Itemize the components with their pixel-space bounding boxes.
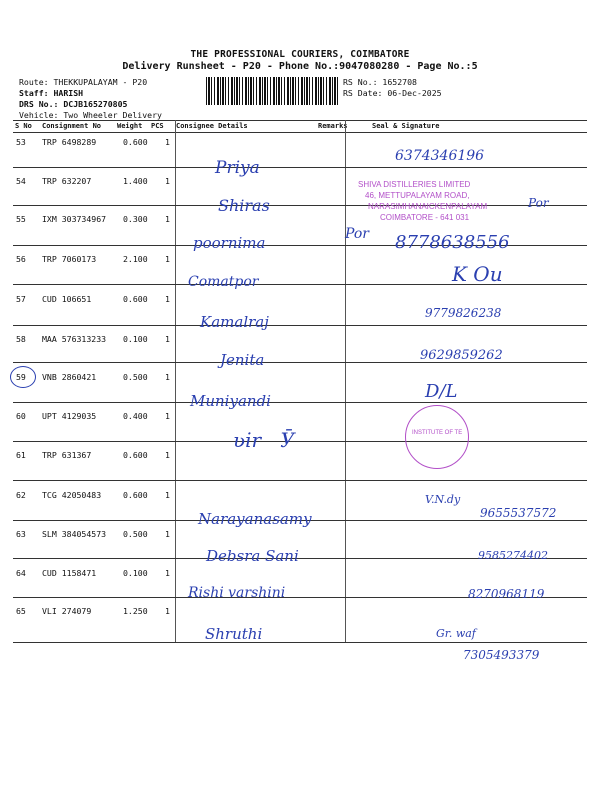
handwritten-name: Shruthi xyxy=(205,625,263,643)
signature-phone: 9655537572 xyxy=(480,506,557,520)
stamp-line: COIMBATORE - 641 031 xyxy=(380,213,470,222)
handwritten-name: poornima xyxy=(193,234,266,252)
row-rule xyxy=(13,402,587,403)
handwritten-name: Shiras xyxy=(218,196,270,215)
row-sno: 65 xyxy=(16,606,26,616)
vehicle-label: Vehicle: Two Wheeler Delivery xyxy=(19,110,162,120)
row-pcs: 1 xyxy=(165,254,170,264)
row-sno: 59 xyxy=(16,372,26,382)
institute-seal xyxy=(405,405,469,469)
row-sno: 54 xyxy=(16,176,26,186)
handwritten-name: Priya xyxy=(215,158,260,178)
handwritten-name: Rishi varshini xyxy=(188,585,286,601)
signature-phone: 8270968119 xyxy=(468,587,545,601)
row-consignment: TRP 632207 xyxy=(42,176,92,186)
row-consignment: TRP 631367 xyxy=(42,450,92,460)
row-rule xyxy=(13,441,587,442)
handwritten-name: Narayanasamy xyxy=(198,510,312,528)
row-consignment: TRP 6498289 xyxy=(42,137,97,147)
row-weight: 0.300 xyxy=(123,214,148,224)
row-weight: 0.100 xyxy=(123,568,148,578)
route-label: Route: THEKKUPALAYAM - P20 xyxy=(19,77,148,87)
company-name: THE PROFESSIONAL COURIERS, COIMBATORE xyxy=(190,49,410,60)
row-consignment: VNB 2860421 xyxy=(42,372,97,382)
row-weight: 0.500 xyxy=(123,372,148,382)
col-remarks: Remarks xyxy=(318,122,348,130)
rs-date: RS Date: 06-Dec-2025 xyxy=(343,88,442,98)
row-pcs: 1 xyxy=(165,137,170,147)
row-rule xyxy=(13,325,587,326)
handwritten-name: Muniyandi xyxy=(190,392,271,410)
stamp-line: 46, METTUPALAYAM ROAD, xyxy=(365,191,470,200)
col-weight: Weight xyxy=(117,122,143,130)
row-consignment: CUD 106651 xyxy=(42,294,92,304)
header-bottom-rule xyxy=(13,132,587,133)
handwritten-mark: ʋir Ӯ xyxy=(233,428,295,452)
signature-phone: 9629859262 xyxy=(420,348,503,363)
barcode-image xyxy=(206,77,338,105)
signature-mark: K Ou xyxy=(452,262,503,286)
handwritten-name: Jenita xyxy=(220,351,265,369)
stamp-line: NARASIMHANAICKENPALAYAM xyxy=(368,202,488,211)
row-sno: 57 xyxy=(16,294,26,304)
drs-number: DRS No.: DCJB165270805 xyxy=(19,99,128,109)
signature-mark: Por xyxy=(528,196,549,210)
row-pcs: 1 xyxy=(165,606,170,616)
row-weight: 1.400 xyxy=(123,176,148,186)
row-consignment: SLM 384054573 xyxy=(42,529,107,539)
row-rule xyxy=(13,480,587,481)
signature-phone: 7305493379 xyxy=(463,648,540,662)
signature-phone: 9585274402 xyxy=(478,549,548,562)
row-consignment: TCG 42050483 xyxy=(42,490,102,500)
row-pcs: 1 xyxy=(165,176,170,186)
signature-mark: D/L xyxy=(425,381,458,402)
row-consignment: MAA 576313233 xyxy=(42,334,107,344)
row-sno: 61 xyxy=(16,450,26,460)
row-weight: 0.600 xyxy=(123,137,148,147)
row-weight: 1.250 xyxy=(123,606,148,616)
col-seal: Seal & Signature xyxy=(372,122,440,130)
signature-mark: Por xyxy=(345,226,369,242)
row-pcs: 1 xyxy=(165,294,170,304)
column-divider xyxy=(175,120,176,642)
row-pcs: 1 xyxy=(165,372,170,382)
row-pcs: 1 xyxy=(165,411,170,421)
row-weight: 2.100 xyxy=(123,254,148,264)
row-consignment: VLI 274079 xyxy=(42,606,92,616)
row-weight: 0.400 xyxy=(123,411,148,421)
signature-mark: Gr. waf xyxy=(436,627,476,640)
row-consignment: IXM 303734967 xyxy=(42,214,107,224)
row-consignment: TRP 7060173 xyxy=(42,254,97,264)
handwritten-name: Kamalraj xyxy=(200,313,269,331)
row-sno: 63 xyxy=(16,529,26,539)
row-pcs: 1 xyxy=(165,490,170,500)
row-sno: 60 xyxy=(16,411,26,421)
row-weight: 0.100 xyxy=(123,334,148,344)
row-pcs: 1 xyxy=(165,214,170,224)
row-pcs: 1 xyxy=(165,529,170,539)
row-pcs: 1 xyxy=(165,450,170,460)
row-sno: 55 xyxy=(16,214,26,224)
row-weight: 0.600 xyxy=(123,450,148,460)
row-weight: 0.600 xyxy=(123,490,148,500)
col-consignment: Consignment No xyxy=(42,122,102,130)
col-sno: S No xyxy=(15,122,32,130)
col-consignee: Consignee Details xyxy=(176,122,248,130)
row-sno: 64 xyxy=(16,568,26,578)
staff-label: Staff: HARISH xyxy=(19,88,84,98)
col-pcs: PCS xyxy=(151,122,164,130)
seal-text: INSTITUTE OF TE xyxy=(412,430,463,436)
signature-mark: V.N.dy xyxy=(425,493,461,506)
row-sno: 62 xyxy=(16,490,26,500)
row-consignment: UPT 4129035 xyxy=(42,411,97,421)
signature-phone: 9779826238 xyxy=(425,306,502,320)
row-sno: 58 xyxy=(16,334,26,344)
row-pcs: 1 xyxy=(165,334,170,344)
rs-number: RS No.: 1652708 xyxy=(343,77,417,87)
row-sno: 53 xyxy=(16,137,26,147)
signature-phone: 8778638556 xyxy=(395,232,510,253)
row-sno: 56 xyxy=(16,254,26,264)
stamp-line: SHIVA DISTILLERIES LIMITED xyxy=(358,180,471,189)
column-divider xyxy=(345,120,346,642)
header-top-rule xyxy=(13,120,587,121)
row-rule xyxy=(13,642,587,643)
row-pcs: 1 xyxy=(165,568,170,578)
row-weight: 0.500 xyxy=(123,529,148,539)
row-rule xyxy=(13,167,587,168)
row-consignment: CUD 1158471 xyxy=(42,568,97,578)
row-weight: 0.600 xyxy=(123,294,148,304)
handwritten-name: Comatpor xyxy=(188,274,259,290)
handwritten-name: Debsra Sani xyxy=(206,547,299,565)
runsheet-title: Delivery Runsheet - P20 - Phone No.:9047080280 - Page No.:5 xyxy=(122,61,478,72)
row-rule xyxy=(13,205,587,206)
signature-phone: 6374346196 xyxy=(395,148,485,164)
